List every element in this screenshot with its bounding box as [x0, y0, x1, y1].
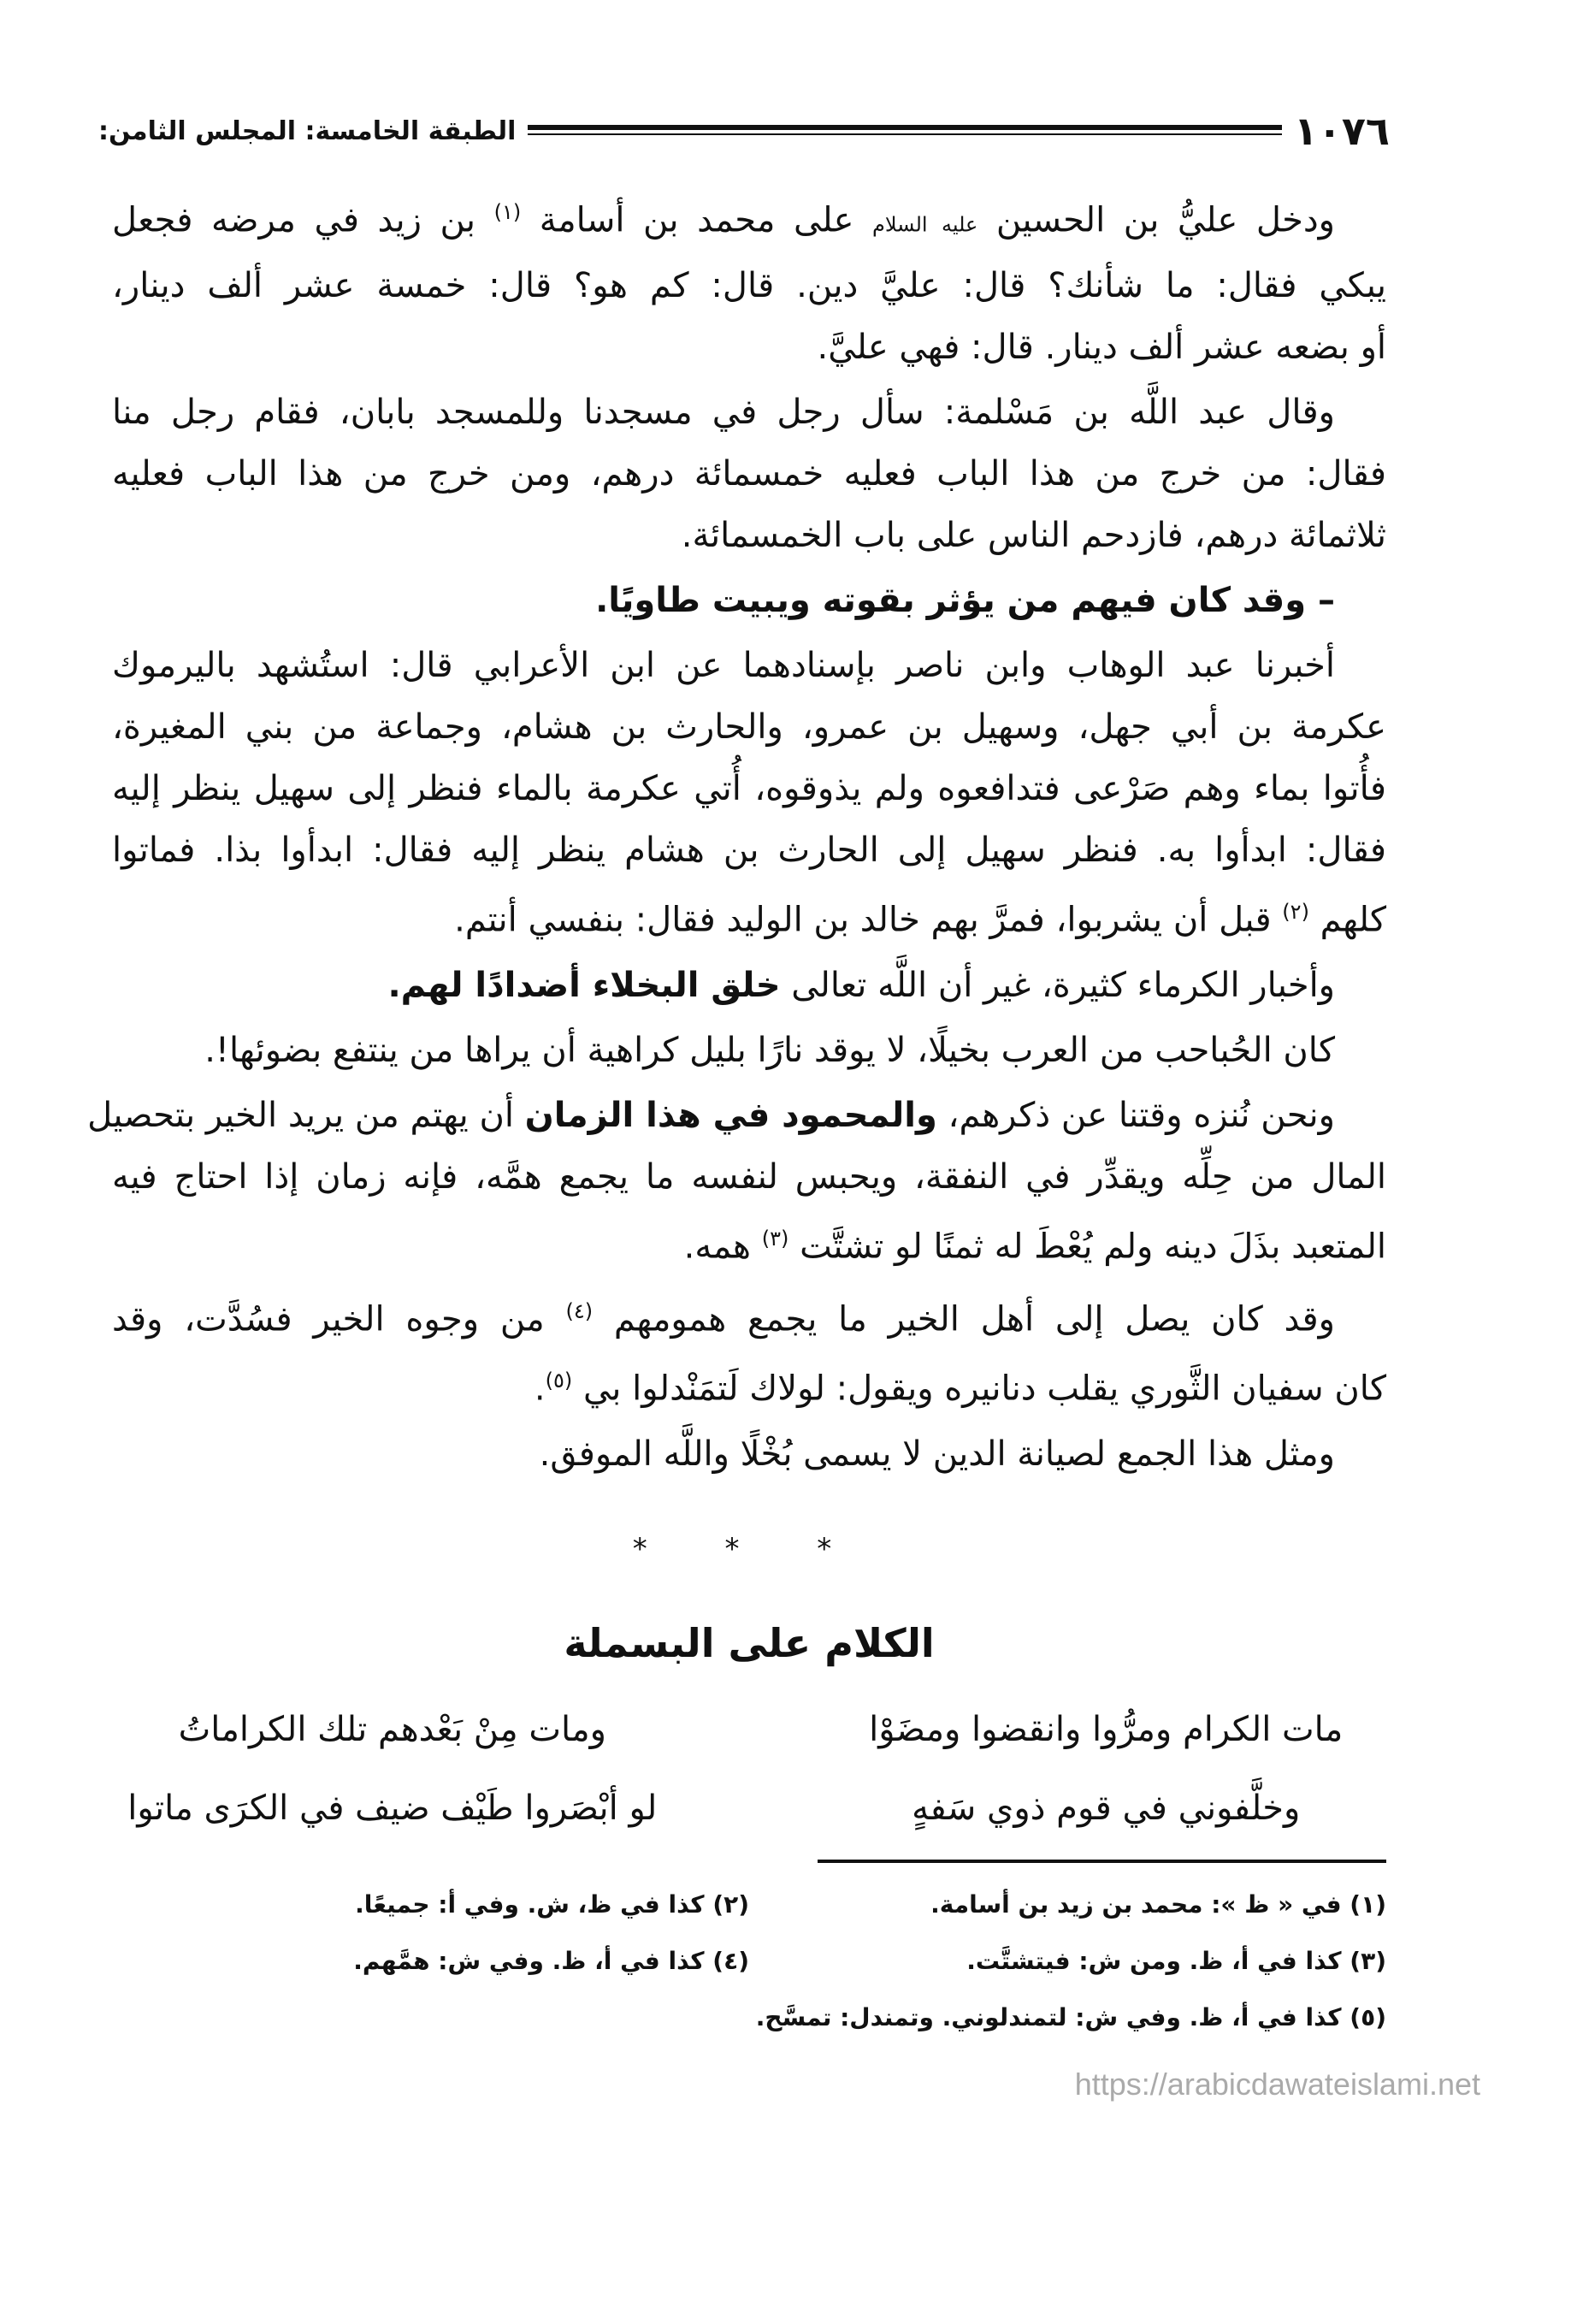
text-line — [112, 570, 1386, 631]
text-line — [112, 758, 1386, 819]
text-segment: وقال عبد اللَّه بن مَسْلمة: سأل رجل في مسجدنا وللمسجد بابان، فقام رجل منا — [112, 393, 1335, 433]
text-segment: المتعبد بذَلَ دينه ولم يُعْطَ له ثمنًا لو تشتَّت — [788, 1226, 1386, 1266]
paragraph — [112, 181, 1386, 378]
text-segment: على محمد بن أسامة — [521, 200, 872, 240]
text-line — [112, 819, 1386, 881]
footnotes — [112, 1877, 1386, 2046]
text-segment: المال من حِلِّه ويقدِّر في النفقة، ويحبس لنفسه ما يجمع همَّه، فإنه زمان إذا احتاج فيه — [112, 1156, 1386, 1197]
text-line — [112, 255, 1386, 316]
text-segment: عكرمة بن أبي جهل، وسهيل بن عمرو، والحارث بن هشام، وجماعة من بني المغيرة، — [112, 707, 1386, 748]
text-segment: كان سفيان الثَّوري يقلب دنانيره ويقول: لولاك لَتمَنْدلوا بي — [572, 1369, 1386, 1409]
text-segment: وأخبار الكرماء كثيرة، غير أن اللَّه تعالى — [780, 965, 1335, 1005]
text-segment: خلق البخلاء أضدادًا لهم. — [387, 965, 781, 1005]
hemistich-second: ومات مِنْ بَعْدهم تلك الكراماتُ — [178, 1709, 606, 1749]
text-segment: . — [534, 1369, 546, 1409]
verse — [112, 1690, 1386, 1769]
header-rule — [528, 125, 1281, 137]
text-line — [112, 181, 1386, 255]
text-line — [112, 1146, 1386, 1208]
text-line — [112, 1423, 1386, 1485]
text-line — [112, 635, 1386, 696]
text-segment: بن زيد في مرضه فجعل — [112, 200, 494, 240]
text-line — [112, 381, 1386, 443]
text-segment: وقد كان يصل إلى أهل الخير ما يجمع همومهم — [593, 1299, 1335, 1339]
paragraph — [112, 1423, 1386, 1485]
hemistich-second: لو أبْصَروا طَيْف ضيف في الكرَى ماتوا — [127, 1788, 658, 1828]
text-segment: والمحمود في هذا الزمان — [524, 1095, 937, 1135]
text-segment: – وقد كان فيهم من يؤثر بقوته ويبيت طاويًا. — [595, 581, 1335, 621]
honorific: عليه السلام — [871, 212, 978, 237]
text-segment: من وجوه الخير فسُدَّت، وقد — [112, 1299, 566, 1339]
watermark-url: https://arabicdawateislami.net — [1074, 2066, 1480, 2102]
footnote-3: (٣) كذا في أ، ظ. ومن ش: فيتشتَّت. — [966, 1946, 1386, 1975]
text-segment: همه. — [683, 1226, 762, 1266]
paragraph — [112, 635, 1386, 950]
section-separator: * * * — [632, 1531, 866, 1566]
text-segment: فأُتوا بماء وهم صَرْعى فتدافعوه ولم يذوقوه، أُتي عكرمة بالماء فنظر إلى سهيل ينظر إليه — [112, 769, 1386, 809]
page-content — [87, 181, 1480, 2106]
text-segment: كان الحُباحب من العرب بخيلًا، لا يوقد نارًا بليل كراهية أن يراها من ينتفع بضوئها!. — [204, 1030, 1335, 1070]
paragraph — [112, 1020, 1386, 1081]
text-line — [112, 316, 1386, 378]
paragraph — [112, 1280, 1386, 1420]
page-number: ١٠٧٦ — [1293, 108, 1390, 154]
running-title: الطبقة الخامسة: المجلس الثامن: — [98, 115, 517, 146]
footnote-marker: (٢) — [1282, 900, 1309, 925]
paragraph — [112, 955, 1386, 1016]
footnote-rule — [818, 1860, 1386, 1863]
footnote-5: (٥) كذا في أ، ظ. وفي ش: لتمندلوني. وتمندل: تمسَّح. — [755, 2002, 1386, 2031]
poem — [112, 1690, 1386, 1848]
text-line — [112, 1350, 1386, 1419]
footnote-marker: (٣) — [761, 1226, 789, 1251]
page-header — [98, 109, 1390, 152]
text-line — [112, 881, 1386, 950]
text-line — [112, 955, 1386, 1016]
footnote-marker: (٥) — [545, 1369, 573, 1393]
text-line — [112, 505, 1386, 566]
footnote-marker: (١) — [493, 200, 522, 224]
text-line — [112, 1020, 1386, 1081]
text-segment: ونحن نُنزه وقتنا عن ذكرهم، — [936, 1095, 1335, 1135]
paragraph — [112, 381, 1386, 566]
text-segment: أخبرنا عبد الوهاب وابن ناصر بإسنادهما عن ابن الأعرابي قال: استُشهد باليرموك — [112, 646, 1335, 686]
text-segment: أو بضعه عشر ألف دينار. قال: فهي عليَّ. — [817, 328, 1386, 368]
text-segment: قبل أن يشربوا، فمرَّ بهم خالد بن الوليد فقال: بنفسي أنتم. — [454, 900, 1283, 940]
footnote-2: (٢) كذا في ظ، ش. وفي أ: جميعًا. — [355, 1889, 749, 1919]
text-segment: ثلاثمائة درهم، فازدحم الناس على باب الخمسمائة. — [681, 516, 1386, 556]
text-segment: فقال: من خرج من هذا الباب فعليه خمسمائة درهم، ومن خرج من هذا الباب فعليه — [112, 454, 1386, 494]
hemistich-first: وخلَّفوني في قوم ذوي سَفهٍ — [912, 1788, 1301, 1828]
footnote-4: (٤) كذا في أ، ظ. وفي ش: همَّهم. — [353, 1946, 749, 1975]
text-segment: أن يهتم من يريد الخير بتحصيل — [87, 1095, 525, 1135]
text-segment: يبكي فقال: ما شأنك؟ قال: عليَّ دين. قال: كم هو؟ قال: خمسة عشر ألف دينار، — [112, 266, 1386, 306]
text-line — [112, 696, 1386, 758]
main-text — [87, 181, 1386, 1485]
text-line — [112, 1208, 1386, 1277]
paragraph — [112, 570, 1386, 631]
text-line — [112, 443, 1386, 505]
text-segment: كلهم — [1308, 900, 1386, 940]
hemistich-first: مات الكرام ومرُّوا وانقضوا ومضَوْا — [869, 1709, 1344, 1749]
footnote-1: (١) في « ظ »: محمد بن زيد بن أسامة. — [930, 1889, 1386, 1919]
paragraph — [87, 1085, 1386, 1277]
section-heading: الكلام على البسملة — [564, 1619, 935, 1666]
text-line — [112, 1280, 1386, 1350]
text-line — [87, 1085, 1386, 1146]
footnote-marker: (٤) — [565, 1298, 594, 1323]
text-segment: فقال: ابدأوا به. فنظر سهيل إلى الحارث بن هشام ينظر إليه فقال: ابدأوا بذا. فماتوا — [112, 831, 1386, 871]
verse — [112, 1769, 1386, 1848]
text-segment: ودخل عليُّ بن الحسين — [977, 200, 1336, 240]
text-segment: ومثل هذا الجمع لصيانة الدين لا يسمى بُخْلًا واللَّه الموفق. — [539, 1434, 1335, 1474]
